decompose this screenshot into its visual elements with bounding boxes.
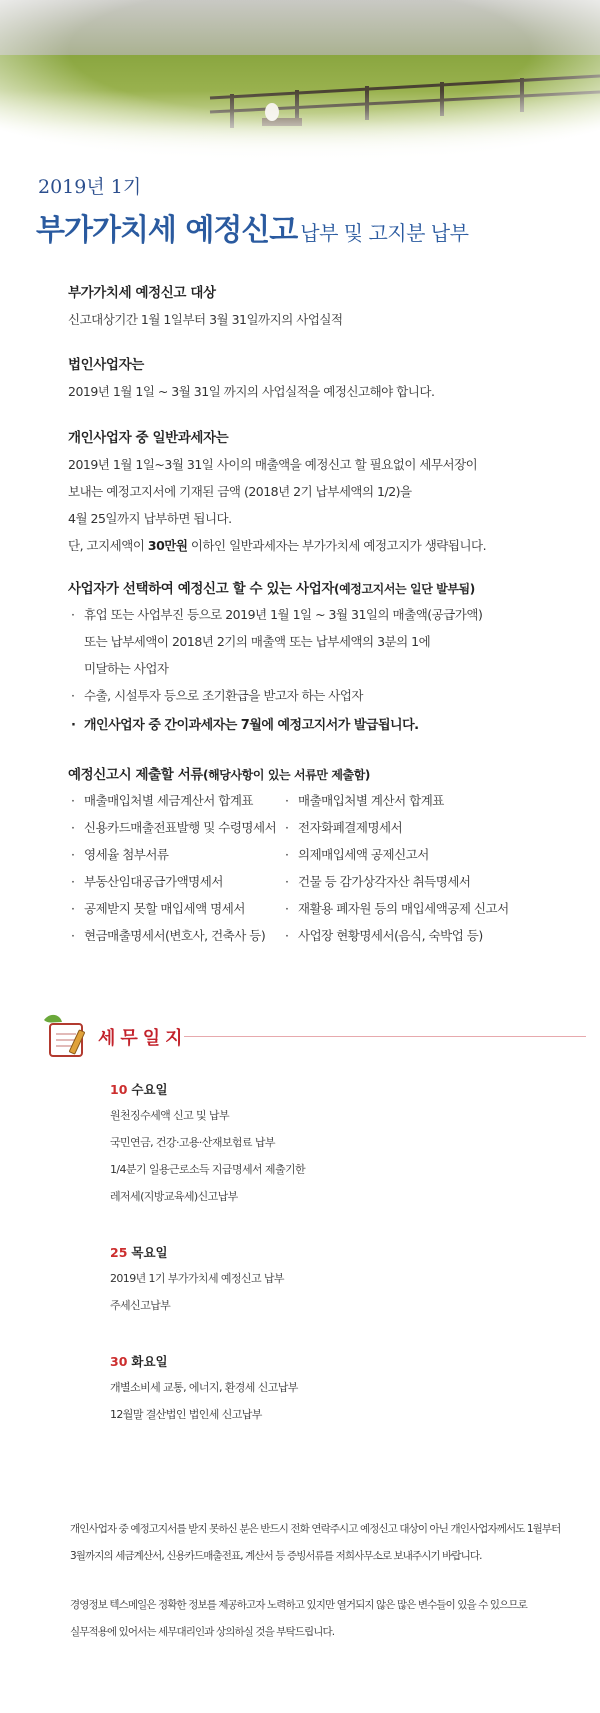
diary-item: 2019년 1기 부가가치세 예정신고 납부 xyxy=(110,1272,284,1285)
diary-item: 원천징수세액 신고 및 납부 xyxy=(110,1109,229,1122)
day-number: 10 xyxy=(110,1082,128,1097)
title-tail: 납부 및 고지분 납부 xyxy=(300,221,469,245)
section-text: 보내는 예정고지서에 기재된 금액 (2018년 2기 납부세액의 1/2)을 xyxy=(68,484,412,499)
day-number: 30 xyxy=(110,1354,128,1369)
tax-diary-title: 세무일지 xyxy=(98,1028,188,1049)
section-documents xyxy=(68,763,568,957)
day-heading xyxy=(110,1080,550,1098)
list-item: · 영세율 첨부서류 xyxy=(68,841,276,868)
heading-note: (예정고지서는 일단 발부됨) xyxy=(333,582,475,596)
list-item: · 의제매입세액 공제신고서 xyxy=(282,841,509,868)
section-heading: 법인사업자는 xyxy=(68,357,144,373)
hero-image xyxy=(0,0,600,165)
list-item: · 수출, 시설투자 등으로 조기환급을 받고자 하는 사업자 xyxy=(68,682,568,709)
section-text: 2019년 1월 1일 ~ 3월 31일 까지의 사업실적을 예정신고해야 합니다. xyxy=(68,384,435,399)
heading-note: (해당사항이 있는 서류만 제출함) xyxy=(203,768,371,782)
weekday: 수요일 xyxy=(131,1082,168,1097)
tax-diary-header xyxy=(38,1010,558,1060)
list-item: · 사업장 현황명세서(음식, 숙박업 등) xyxy=(282,922,509,949)
list-item: · 신용카드매출전표발행 및 수령명세서 xyxy=(68,814,276,841)
section-heading: 사업자가 선택하여 예정신고 할 수 있는 사업자(예정고지서는 일단 발부됨) xyxy=(68,581,475,597)
list-item: · 매출매입처별 계산서 합계표 xyxy=(282,787,509,814)
section-optional-filers xyxy=(68,577,568,739)
list-item: · 휴업 또는 사업부진 등으로 2019년 1월 1일 ~ 3월 31일의 매출액(공급가액) xyxy=(68,601,568,628)
disclaimer-text: 경영정보 텍스메일은 정확한 정보를 제공하고자 노력하고 있지만 열거되지 않은 많은 변수들이 있을 수 있으므로 실무적용에 있어서는 세무대리인과 상의하실 것을 부탁드립니다. xyxy=(70,1599,527,1638)
section-text-exemption: 단, 고지세액이 30만원 이하인 일반과세자는 부가가치세 예정고지가 생략됩니다. xyxy=(68,538,487,553)
section-target xyxy=(68,281,568,333)
diary-item: 1/4분기 일용근로소득 지급명세서 제출기한 xyxy=(110,1163,306,1176)
weekday: 목요일 xyxy=(131,1245,168,1260)
page-title xyxy=(36,205,468,249)
title-year: 2019년 1기 xyxy=(38,176,142,198)
list-item: · 매출매입처별 세금계산서 합계표 xyxy=(68,787,276,814)
page-title-block xyxy=(36,172,468,249)
day-heading xyxy=(110,1352,550,1370)
list-item: · 전자화폐결제명세서 xyxy=(282,814,509,841)
list-item: · 부동산임대공급가액명세서 xyxy=(68,868,276,895)
title-main: 부가가치세 예정신고 xyxy=(36,213,298,248)
list-item: · 재활용 폐자원 등의 매입세액공제 신고서 xyxy=(282,895,509,922)
threshold-amount: 30만원 xyxy=(147,538,188,553)
diary-item: 12월말 결산법인 법인세 신고납부 xyxy=(110,1408,262,1421)
section-heading: 개인사업자 중 일반과세자는 xyxy=(68,430,229,446)
section-text: 4월 25일까지 납부하면 됩니다. xyxy=(68,511,232,526)
day-heading xyxy=(110,1243,550,1261)
diary-item: 국민연금, 건강·고용·산재보험료 납부 xyxy=(110,1136,275,1149)
diary-day xyxy=(110,1243,550,1319)
section-corporate xyxy=(68,353,568,405)
section-individual xyxy=(68,426,568,559)
diary-item: 개별소비세 교통, 에너지, 환경세 신고납부 xyxy=(110,1381,298,1394)
emphasis-note: · 개인사업자 중 간이과세자는 7월에 예정고지서가 발급됩니다. xyxy=(68,712,568,739)
section-text: 신고대상기간 1월 1일부터 3월 31일까지의 사업실적 xyxy=(68,312,343,327)
section-heading: 예정신고시 제출할 서류(해당사항이 있는 서류만 제출함) xyxy=(68,767,371,783)
divider xyxy=(184,1036,586,1037)
notice-text: 개인사업자 중 예정고지서를 받지 못하신 분은 반드시 전화 연락주시고 예정신고 대상이 아닌 개인사업자께서도 1월부터 3월까지의 세금계산서, 신용카드매출전표, 계산서 등 증빙서류를 저희사무소로 보내주시기 바랍니다. xyxy=(70,1523,561,1562)
list-item: · 공제받지 못할 매입세액 명세서 xyxy=(68,895,276,922)
weekday: 화요일 xyxy=(131,1354,168,1369)
day-number: 25 xyxy=(110,1245,128,1260)
diary-day xyxy=(110,1352,550,1428)
list-item: · 현금매출명세서(변호사, 건축사 등) xyxy=(68,922,276,949)
section-text: 2019년 1월 1일~3월 31일 사이의 매출액을 예정신고 할 필요없이 세무서장이 xyxy=(68,457,478,472)
diary-day xyxy=(110,1080,550,1210)
section-heading: 부가가치세 예정신고 대상 xyxy=(68,285,216,301)
list-item-continued: 미달하는 사업자 xyxy=(84,661,169,676)
list-item-continued: 또는 납부세액이 2018년 2기의 매출액 또는 납부세액의 3분의 1에 xyxy=(84,634,431,649)
diary-item: 레저세(지방교육세)신고납부 xyxy=(110,1190,238,1203)
diary-item: 주세신고납부 xyxy=(110,1299,171,1312)
notepad-pencil-icon xyxy=(38,1010,98,1060)
list-item: · 건물 등 감가상각자산 취득명세서 xyxy=(282,868,509,895)
